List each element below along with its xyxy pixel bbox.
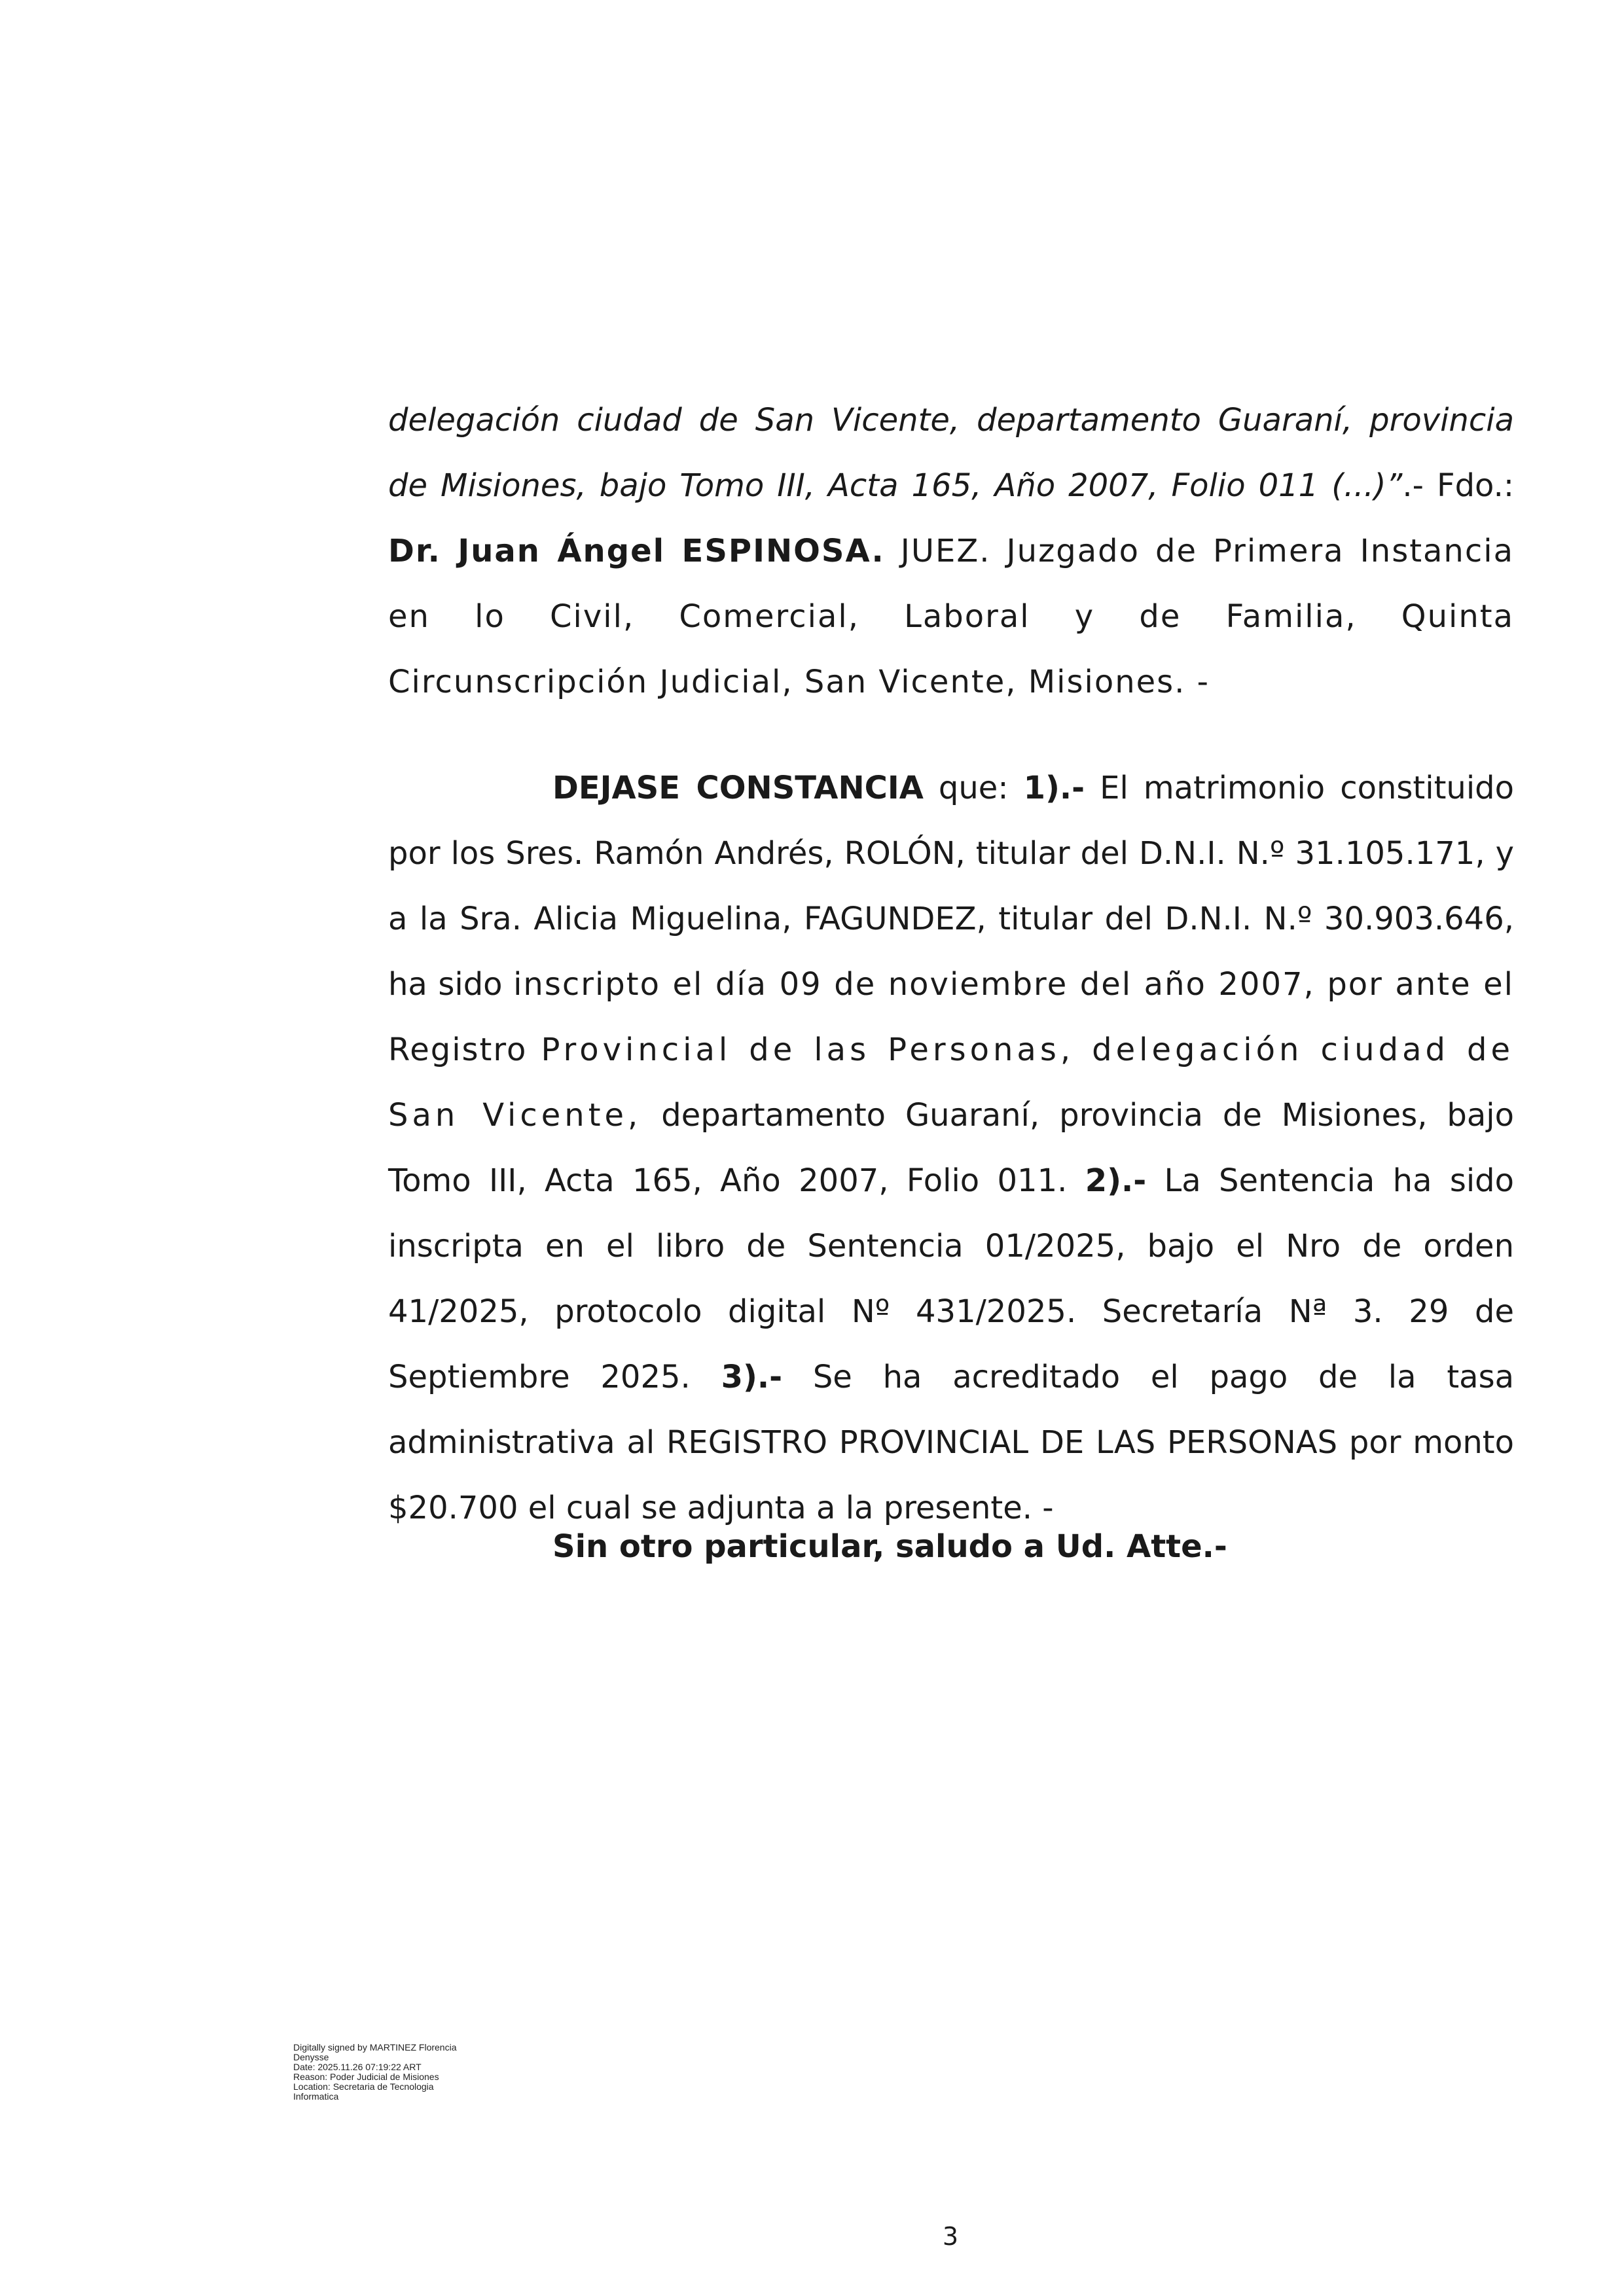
paragraph-1 (388, 387, 1514, 715)
signature-date: Date: 2025.11.26 07:19:22 ART (293, 2062, 422, 2072)
judge-name: Dr. Juan Ángel ESPINOSA. (388, 533, 885, 569)
item-2-marker: 2).- (1085, 1162, 1147, 1199)
page-number: 3 (942, 2222, 959, 2251)
lead-text: que: (923, 770, 1024, 806)
item-1-text-d: departamento Guaraní, provincia de Misiones, bajo Tomo III, Acta 165, Año 2007, Folio 011. (388, 1097, 1515, 1199)
signature-location: Location: Secretaria de Tecnologia (293, 2081, 434, 2092)
item-1-marker: 1).- (1023, 770, 1085, 806)
dejase-constancia-heading: DEJASE CONSTANCIA (552, 770, 924, 806)
item-1-text-c: Provincial de las Personas, delegación ciudad de San Vicente, (388, 1031, 1514, 1134)
signature-line: Digitally signed by MARTINEZ Florencia (293, 2042, 457, 2053)
item-2-text: La Sentencia ha sido inscripta en el libro de Sentencia 01/2025, bajo el Nro de orden 41/2025, protocolo digital Nº 431/2025. Secretaría Nª 3. 29 de Septiembre 2025. (388, 1162, 1514, 1395)
judge-role: JUEZ. Juzgado de Primera Instancia en lo Civil, Comercial, Laboral y de Familia, Quinta Circunscripción Judicial, San Vicente, Misiones. - (388, 533, 1514, 700)
closing-salutation: Sin otro particular, saludo a Ud. Atte.- (552, 1528, 1227, 1565)
item-3-text: Se ha acreditado el pago de la tasa administrativa al REGISTRO PROVINCIAL DE LAS PERSONAS por monto $20.700 el cual se adjunta a la presente. - (388, 1359, 1514, 1526)
item-3-marker: 3).- (721, 1359, 783, 1395)
item-1-text-a: El matrimonio constituido por los Sres. Ramón Andrés, ROLÓN, titular del D.N.I. N.º 31.105.171, y a la Sra. Alicia Miguelina, FAGUNDEZ, titular del D.N.I. N.º 30.903.646, ha sido (388, 770, 1514, 1003)
signature-reason: Reason: Poder Judicial de Misiones (293, 2072, 439, 2082)
digital-signature-block (293, 2043, 503, 2102)
signature-intro: .- Fdo.: (1402, 467, 1515, 504)
paragraph-2 (388, 755, 1514, 1541)
signature-line: Denysse (293, 2052, 329, 2062)
item-1-text-b: inscripto el día 09 de noviembre del año 2007, por ante el Registro (388, 966, 1515, 1068)
signature-location-cont: Informatica (293, 2091, 339, 2102)
quoted-registry-text: delegación ciudad de San Vicente, departamento Guaraní, provincia de Misiones, bajo Tomo III, Acta 165, Año 2007, Folio 011 (...)” (388, 402, 1514, 504)
